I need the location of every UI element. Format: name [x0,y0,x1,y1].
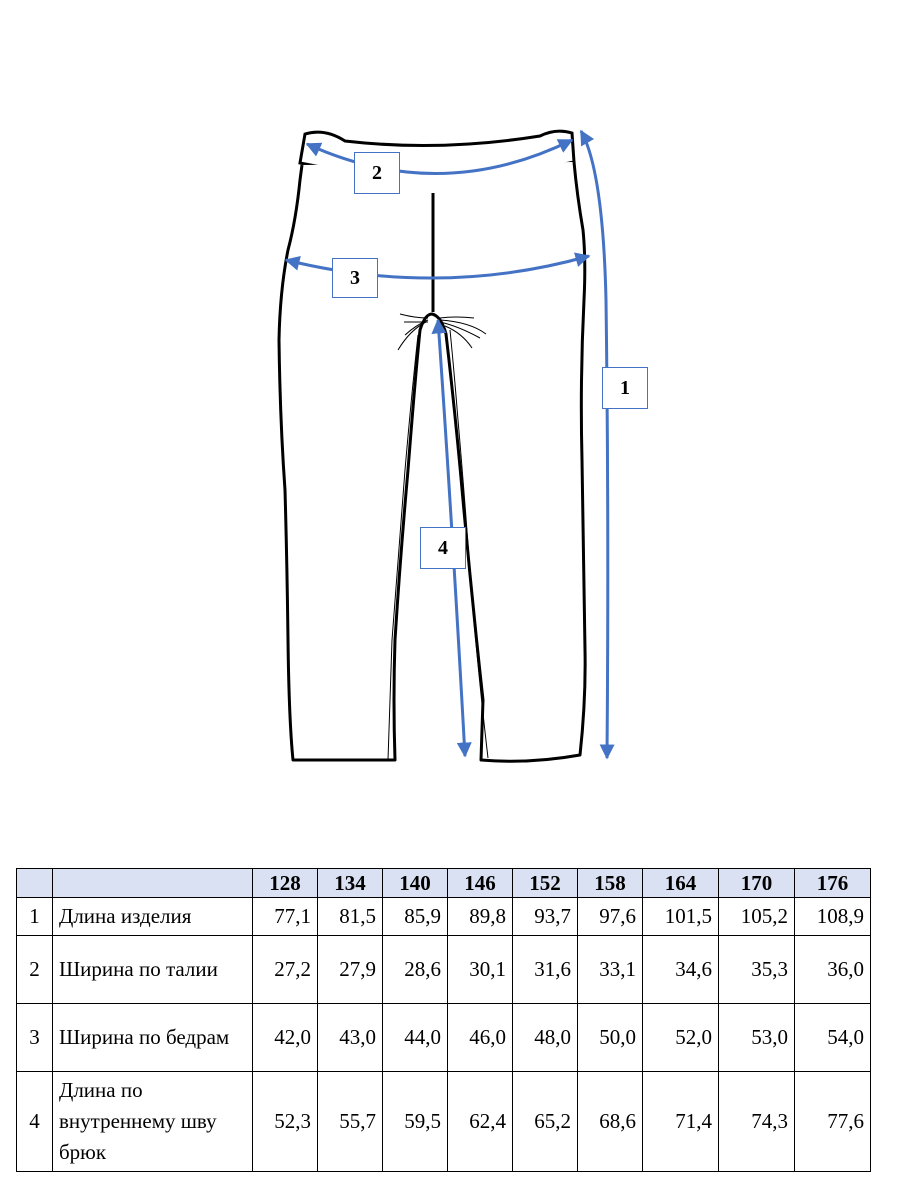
row-number: 1 [17,898,53,936]
table-cell: 27,9 [318,936,383,1004]
table-cell: 101,5 [643,898,719,936]
table-cell: 77,6 [795,1072,871,1172]
table-cell: 27,2 [253,936,318,1004]
table-cell: 59,5 [383,1072,448,1172]
table-cell: 43,0 [318,1004,383,1072]
header-empty-cell [53,869,253,898]
table-cell: 52,0 [643,1004,719,1072]
size-header: 164 [643,869,719,898]
table-row [17,898,871,936]
header-empty-cell [17,869,53,898]
table-cell: 54,0 [795,1004,871,1072]
table-cell: 52,3 [253,1072,318,1172]
table-cell: 74,3 [719,1072,795,1172]
table-cell: 31,6 [513,936,578,1004]
size-table [16,868,871,1172]
table-cell: 93,7 [513,898,578,936]
table-cell: 44,0 [383,1004,448,1072]
table-cell: 50,0 [578,1004,643,1072]
table-cell: 55,7 [318,1072,383,1172]
size-header: 170 [719,869,795,898]
table-cell: 65,2 [513,1072,578,1172]
table-cell: 34,6 [643,936,719,1004]
size-header: 158 [578,869,643,898]
row-number: 2 [17,936,53,1004]
row-number: 4 [17,1072,53,1172]
table-cell: 62,4 [448,1072,513,1172]
label-1: 1 [602,367,648,409]
table-header-row [17,869,871,898]
label-2: 2 [354,152,400,194]
size-header: 146 [448,869,513,898]
table-row [17,1004,871,1072]
table-cell: 89,8 [448,898,513,936]
size-header: 176 [795,869,871,898]
row-label: Длина по внутреннему шву брюк [53,1072,253,1172]
row-label: Длина изделия [53,898,253,936]
table-row [17,936,871,1004]
size-header: 128 [253,869,318,898]
table-cell: 68,6 [578,1072,643,1172]
table-cell: 46,0 [448,1004,513,1072]
label-4: 4 [420,527,466,569]
table-cell: 85,9 [383,898,448,936]
table-row [17,1072,871,1172]
table-cell: 33,1 [578,936,643,1004]
table-cell: 42,0 [253,1004,318,1072]
size-header: 134 [318,869,383,898]
table-cell: 71,4 [643,1072,719,1172]
size-header: 140 [383,869,448,898]
table-cell: 53,0 [719,1004,795,1072]
label-3: 3 [332,258,378,298]
table-cell: 81,5 [318,898,383,936]
row-label: Ширина по талии [53,936,253,1004]
table-cell: 97,6 [578,898,643,936]
table-cell: 105,2 [719,898,795,936]
table-cell: 36,0 [795,936,871,1004]
table-cell: 77,1 [253,898,318,936]
table-cell: 30,1 [448,936,513,1004]
size-header: 152 [513,869,578,898]
row-label: Ширина по бедрам [53,1004,253,1072]
table-cell: 108,9 [795,898,871,936]
table-cell: 35,3 [719,936,795,1004]
table-cell: 28,6 [383,936,448,1004]
row-number: 3 [17,1004,53,1072]
table-cell: 48,0 [513,1004,578,1072]
